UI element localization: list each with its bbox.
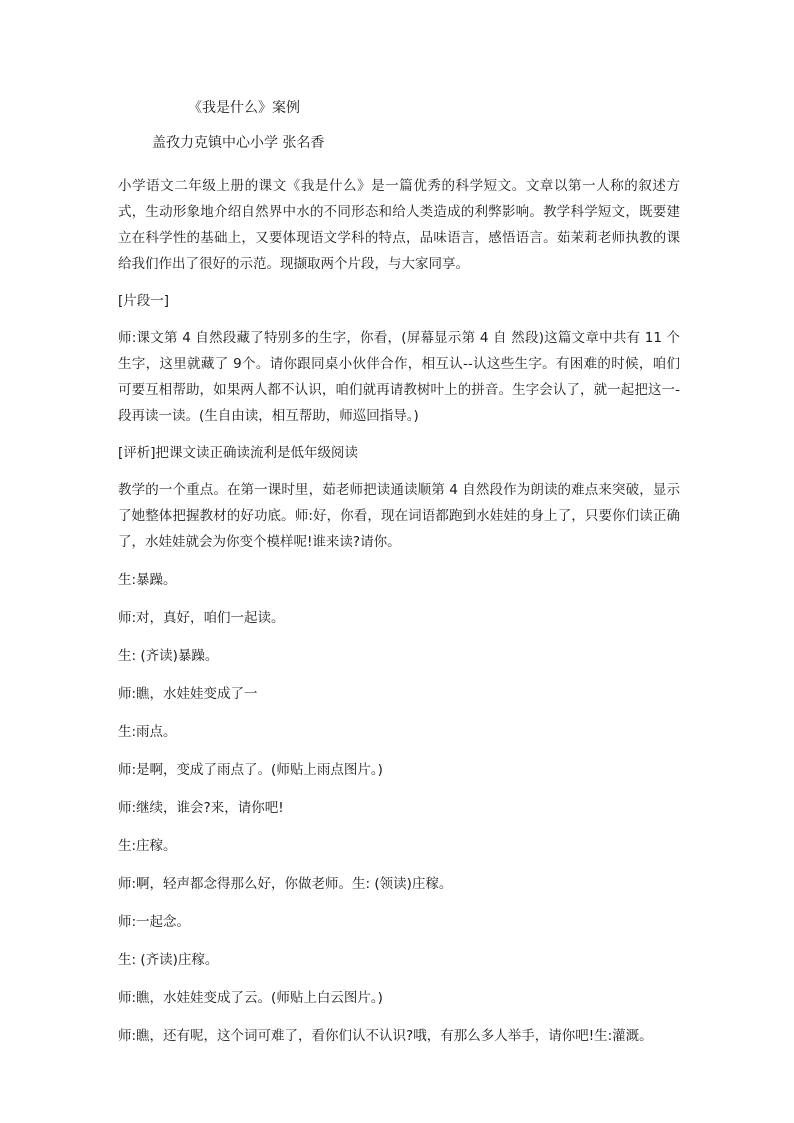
dialogue-line: 师:瞧，还有呢，这个词可难了，看你们认不认识?哦，有那么多人举手，请你吧!生:灌溉。 [118, 1028, 653, 1044]
dialogue-line: 生: (齐读)庄稼。 [118, 952, 219, 968]
dialogue-line: 生: (齐读)暴躁。 [118, 648, 219, 664]
dialogue-line: 师:对，真好，咱们一起读。 [118, 610, 285, 626]
dialogue-line: 师:是啊，变成了雨点了。(师贴上雨点图片。) [118, 762, 383, 778]
dialogue-line: 师:继续，谁会?来，请你吧! [118, 800, 284, 816]
document-title: 《我是什么》案例 [188, 100, 300, 116]
dialogue-line: 师:啊，轻声都念得那么好，你做老师。生: (领读)庄稼。 [118, 876, 453, 892]
document-body [118, 173, 680, 1049]
dialogue-line: 生:暴躁。 [118, 572, 177, 588]
dialogue-line: 生:庄稼。 [118, 838, 177, 854]
author-line: 盖孜力克镇中心小学 张名香 [152, 135, 325, 151]
intro-paragraph: 小学语文二年级上册的课文《我是什么》是一篇优秀的科学短文。文章以第一人称的叙述方式，生动形象地介绍自然界中水的不同形态和给人类造成的利弊影响。教学科学短文，既要建立在科学性的基础上，又要体现语文学科的特点，品味语言，感悟语言。茹茉莉老师执教的课给我们作出了很好的示范。现撷取两个片段，与大家同享。 [118, 178, 680, 272]
commentary-heading: [评析]把课文读正确读流利是低年级阅读 [118, 445, 359, 461]
dialogue-line: 师:瞧，水娃娃变成了云。(师贴上白云图片。) [118, 990, 383, 1006]
dialogue-line: 师:瞧，水娃娃变成了一 [118, 686, 258, 702]
commentary-paragraph: 教学的一个重点。在第一课时里，茹老师把读通读顺第 4 自然段作为朗读的难点来突破，显示了她整体把握教材的好功底。师:好，你看，现在词语都跑到水娃娃的身上了，只要你们读正确了，水娃娃就会为你变个模样呢!谁来读?请你。 [118, 482, 680, 550]
teacher-paragraph: 师:课文第 4 自然段藏了特别多的生字，你看，(屏幕显示第 4 自 然段)这篇文章中共有 11 个生字，这里就藏了 9个。请你跟同桌小伙伴合作，相互认--认这些生字。有困难的时候，咱们可要互相帮助，如果两人都不认识，咱们就再请教树叶上的拼音。生字会认了，就一起把这一-段再读一读。(生自由读，相互帮助，师巡回指导。) [118, 330, 680, 424]
dialogue-line: 师:一起念。 [118, 914, 191, 930]
dialogue-line: 生:雨点。 [118, 724, 177, 740]
section-heading: [片段一] [118, 293, 170, 309]
